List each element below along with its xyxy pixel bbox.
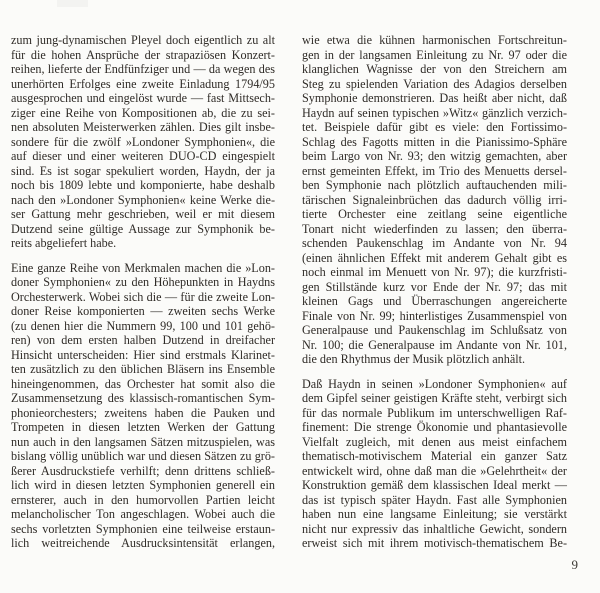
page-number: 9	[571, 557, 578, 572]
text-line: Nr. 100; die Generalpause im Andante von Nr. 101,	[302, 337, 567, 352]
text-line: lich wird in diesen letzten Symphonien generell ein	[11, 478, 275, 492]
text-line: finement: Die strenge Ökonomie und phantasievolle	[302, 420, 567, 434]
text-line: nen absoluten Meisterwerken zählen. Dies gilt insbe-	[11, 120, 275, 134]
text-line: Zusammensetzung des klassisch-romantischen Sym-	[11, 391, 275, 405]
text-line: tärischen Signaleinbrüchen das dadurch völlig irri-	[302, 192, 567, 207]
text-line: Dutzend seine gültige Aussage zur Symphonik be-	[11, 221, 275, 236]
text-line: nun auch in den langsamen Sätzen mitzuspielen, was	[11, 434, 275, 449]
text-line: Generalpause und Paukenschlag im Schlußsatz von	[302, 323, 567, 337]
text-line: doner Reise komponierten — zweiten sechs Werke	[11, 304, 275, 318]
text-line: sondere für die zwölf »Londoner Symphonien«, die	[11, 134, 275, 149]
text-line: für die hohen Ansprüche der strapaziösen Konzert-	[11, 47, 275, 62]
text-line: dem Gipfel seiner geistigen Kräfte steht, verbirgt sich	[302, 391, 567, 405]
paragraph	[302, 33, 567, 367]
text-line: Orchesterwerk. Wobei sich die — für die zweite Lon-	[11, 289, 275, 304]
text-line: Trompeten in diesen letzten Werken der Gattung	[11, 420, 275, 434]
text-line: Steg zu spielenden Variation des Adagios derselben	[302, 76, 567, 91]
text-line: haben nun eine langsame Einleitung; sie verstärkt	[302, 507, 567, 521]
text-line: noch einmal im Menuett von Nr. 97); die kurzfristi-	[302, 265, 567, 279]
text-line: Konstruktion gemäß dem klassischen Ideal merkt —	[302, 478, 567, 492]
text-line: (zu denen hier die Nummern 99, 100 und 101 gehö-	[11, 318, 275, 333]
text-line: sind. Es ist sogar spekuliert worden, Haydn, der ja	[11, 163, 275, 178]
text-line: Hinsicht unterscheiden: Hier sind erstmals Klarinet-	[11, 347, 275, 362]
text-line: ben Symphonie nach plötzlich auftauchenden mili-	[302, 178, 567, 192]
text-column-left	[11, 33, 275, 551]
text-line: Daß Haydn in seinen »Londoner Symphonien« auf	[302, 376, 567, 391]
text-line: hineingenommen, das Orchester hat somit also die	[11, 376, 275, 391]
text-line: klanglichen Wagnisse der von den Streichern am	[302, 62, 567, 76]
text-line: nicht nur expressiv das inhaltliche Gewicht, sondern	[302, 521, 567, 536]
text-line: noch bis 1809 lebte und komponierte, habe deshalb	[11, 178, 275, 192]
text-line: kleinen Gags und Überraschungen angereicherte	[302, 294, 567, 308]
text-line: sechs vorletzten Symphonien eine teilweise erstaun-	[11, 521, 275, 536]
text-line: Haydn auf seinen typischen »Witz« gänzlich verzich-	[302, 105, 567, 120]
text-line: beim Largo von Nr. 93; den witzig gemachten, aber	[302, 149, 567, 163]
text-line: Symphonie demonstrieren. Das heißt aber nicht, daß	[302, 91, 567, 105]
text-line: ser Gattung mehr geschrieben, weil er mit diesem	[11, 207, 275, 221]
text-line: reits abgeliefert habe.	[11, 236, 117, 250]
text-line: doner Symphonien« zu den Höhepunkten in Haydns	[11, 275, 275, 289]
text-line: bislang völlig unüblich war und diesen Sätzen zu grö-	[11, 449, 275, 463]
text-line: Tonart nicht wiederfinden zu lassen; den überra-	[302, 221, 567, 236]
text-line: nach den »Londoner Symphonien« keine Werke die-	[11, 192, 275, 207]
text-line: thematisch-motivischem Material ein ganzer Satz	[302, 449, 567, 463]
text-line: ernst gemeinten Effekt, im Trio des Menuetts dersel-	[302, 163, 567, 178]
text-line: phonieorchesters; zweitens haben die Pauken und	[11, 405, 275, 420]
text-column-right	[302, 33, 567, 551]
paragraph	[302, 377, 567, 551]
text-line: Schlag des Fagotts mitten in die Pianissimo-Sphäre	[302, 134, 567, 149]
text-line: ernsterer, auch in den humorvollen Partien leicht	[11, 492, 275, 507]
text-line: die den Rhythmus der Musik plötzlich anhält.	[302, 352, 526, 366]
text-line: melancholischer Ton angeschlagen. Wobei auch die	[11, 507, 275, 521]
text-line: reihen, lieferte der Endfünfziger und — da wegen des	[11, 62, 275, 76]
text-line: lich weitreichende Ausdrucksintensität erlangen,	[11, 536, 275, 550]
text-line: schenden Paukenschlag im Andante von Nr. 94	[302, 236, 567, 250]
text-line: (einen ähnlichen Effekt mit anderem Gehalt gibt es	[302, 250, 567, 265]
text-line: Vielfalt zugleich, mit denen aus meist einfachem	[302, 434, 567, 449]
text-line: ten zusätzlich zu den üblichen Bläsern ins Ensemble	[11, 362, 275, 376]
text-line: unerhörten Erfolges eine zweite Einladung 1794/95	[11, 76, 275, 91]
text-line: Finale von Nr. 99; hinterlistiges Zusammenspiel von	[302, 308, 567, 323]
text-line: gen in der langsamen Einleitung zu Nr. 97 oder die	[302, 47, 567, 62]
text-line: Eine ganze Reihe von Merkmalen machen die »Lon-	[11, 260, 275, 275]
paragraph	[11, 261, 275, 551]
text-line: gen Stillstände kurz vor Ende der Nr. 97; das mit	[302, 279, 567, 294]
text-line: entwickelt wird, ohne daß man die »Gelehrtheit« der	[302, 463, 567, 478]
text-line: erweist sich mit ihrem motivisch-thematischem Be-	[302, 536, 567, 550]
text-line: ausgesprochen und eingelöst wurde — fast Mittsech-	[11, 91, 275, 105]
paragraph	[11, 33, 275, 251]
text-line: tierte Orchester eine zeitlang seine eigentliche	[302, 207, 567, 221]
text-line: ßerer Ausdruckstiefe verhilft; denn drittens schließ-	[11, 463, 275, 478]
text-line: auf dieser und einer weiteren DUO-CD eingespielt	[11, 149, 275, 163]
text-line: wie etwa die kühnen harmonischen Fortschreitun-	[302, 33, 567, 47]
text-line: ziger eine Reihe von Kompositionen ab, die zu sei-	[11, 105, 275, 120]
scan-artifact	[57, 0, 88, 7]
text-line: ren) von dem ersten halben Dutzend in dreifacher	[11, 333, 275, 347]
text-line: das ist typisch später Haydn. Fast alle Symphonien	[302, 492, 567, 507]
text-line: für das normale Publikum im unterschwelligen Raf-	[302, 405, 567, 420]
text-line: tet. Beispiele dafür gibt es viele: den Fortissimo-	[302, 120, 567, 134]
text-line: zum jung-dynamischen Pleyel doch eigentlich zu alt	[11, 33, 275, 47]
